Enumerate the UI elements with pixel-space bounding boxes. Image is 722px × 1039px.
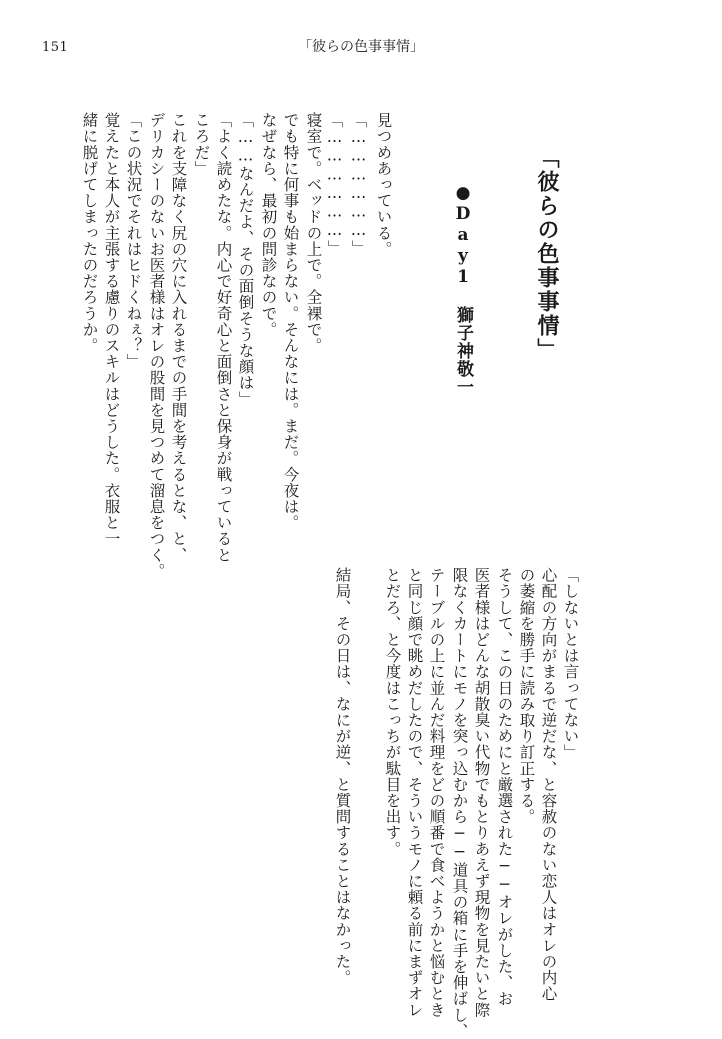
running-header: 「彼らの色事事情」 [298, 39, 424, 55]
chapter-title: 「彼らの色事事情」 [534, 146, 560, 362]
body-column: と同じ顔で眺めだしたので、そういうモノに頼る前にまずオレ [405, 567, 424, 1018]
body-column: 「………………」 [325, 112, 344, 256]
body-column: デリカシーのないお医者様はオレの股間を見つめて溜息をつく。 [147, 112, 166, 579]
body-column: 「しないとは言ってない」 [561, 567, 580, 761]
body-column: なぜなら、最初の問診なので。 [259, 112, 278, 338]
body-column: 医者様はどんな胡散臭い代物でもとりあえず現物を見たいと際 [472, 567, 491, 1018]
body-column: 限なくカートにモノを突っ込むから──道具の箱に手を伸ばし、 [450, 567, 469, 1039]
body-column: 心配の方向がまるで逆だな、と容赦のない恋人はオレの内心 [539, 567, 558, 1002]
body-column: 「………………」 [349, 112, 368, 256]
body-column: 覚えたと本人が主張する慮りのスキルはどうした。衣服と一 [102, 112, 121, 547]
body-column: ころだ」 [192, 112, 211, 177]
body-column: テーブルの上に並んだ料理をどの順番で食べようかと悩むとき [427, 567, 446, 1018]
body-column: とだろ、と今度はこっちが駄目を出す。 [383, 567, 402, 857]
body-column: 「この状況でそれはヒドくねぇ？」 [124, 112, 143, 370]
chapter-subtitle: ●Day1 獅子神敬一 [453, 183, 473, 396]
body-column: 「よく読めたな。内心で好奇心と面倒さと保身が戦っていると [214, 112, 233, 563]
body-column: 緒に脱げてしまったのだろうか。 [80, 112, 99, 354]
body-column: 見つめあっている。 [374, 112, 393, 257]
body-column: でも特に何事も始まらない。そんなには。まだ。今夜は。 [281, 112, 300, 531]
body-column: 結局、その日は、なにが逆、と質問することはなかった。 [333, 567, 352, 986]
body-column: そうして、この日のためにと厳選された──オレがした、お [495, 567, 514, 1007]
body-column: の萎縮を勝手に読み取り訂正する。 [517, 567, 536, 825]
body-column: 「……なんだよ、その面倒そうな顔は」 [236, 112, 255, 407]
page-number: 151 [42, 40, 69, 55]
body-column: 寝室で。ベッドの上で。全裸で。 [304, 112, 323, 354]
body-column: これを支障なく尻の穴に入れるまでの手間を考えるとな、と、 [169, 112, 188, 563]
